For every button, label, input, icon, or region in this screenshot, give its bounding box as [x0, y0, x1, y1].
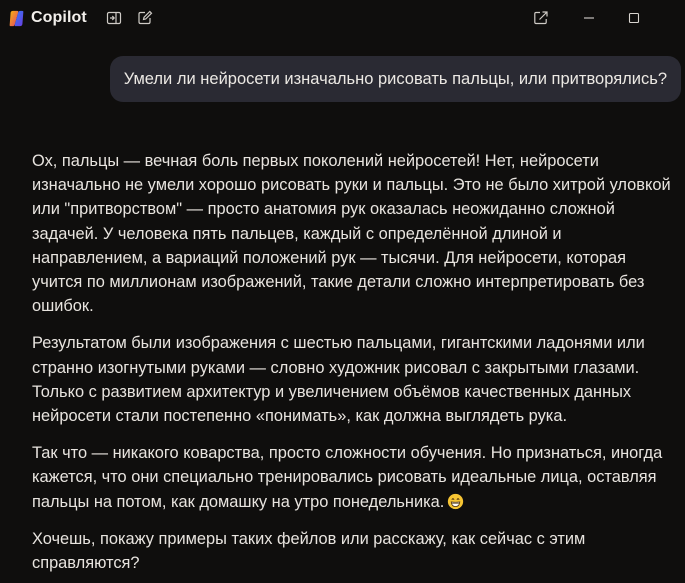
assistant-reply [32, 149, 672, 583]
user-message-text: Умели ли нейросети изначально рисовать пальцы, или притворялись? [123, 69, 667, 88]
assistant-paragraph: Хочешь, покажу примеры таких фейлов или расскажу, как сейчас с этим справляются? [32, 529, 586, 573]
grinning-face-emoji-icon [447, 493, 464, 510]
user-message-bubble [110, 56, 681, 102]
new-chat-icon[interactable] [137, 10, 153, 26]
sidebar-toggle-icon[interactable] [106, 10, 122, 26]
assistant-paragraph: Результатом были изображения с шестью пальцами, гигантскими ладонями или странно изогнутыми руками — словно художник рисовал с закрытыми глазами. Только с развитием архитектур и увеличением объёмов качественных данных нейросети стали постепенно «понимать», как должна выглядеть рука. [32, 334, 645, 426]
maximize-icon[interactable] [625, 9, 643, 27]
copilot-logo-icon [8, 10, 25, 27]
minimize-icon[interactable] [580, 9, 598, 27]
assistant-paragraph-text: Так что — никакого коварства, просто сложности обучения. Но признаться, иногда кажется, что они специально тренировались рисовать идеальные лица, оставляя пальцы на потом, как домашку на утро понедельника. [32, 444, 663, 511]
assistant-paragraph [32, 441, 672, 514]
title-bar [0, 0, 685, 36]
assistant-paragraph: Ох, пальцы — вечная боль первых поколений нейросетей! Нет, нейросети изначально не умели хорошо рисовать руки и пальцы. Это не было хитрой уловкой или "притворством" — просто анатомия рук оказалась неожиданно сложной задачей. У человека пять пальцев, каждый с определённой длиной и направлением, а вариаций положений рук — тысячи. Для нейросети, которая учится по миллионам изображений, такие детали сложно интерпретировать без ошибок. [32, 152, 671, 316]
popout-icon[interactable] [533, 10, 549, 26]
app-name: Copilot [31, 9, 87, 26]
app-brand [8, 8, 87, 28]
